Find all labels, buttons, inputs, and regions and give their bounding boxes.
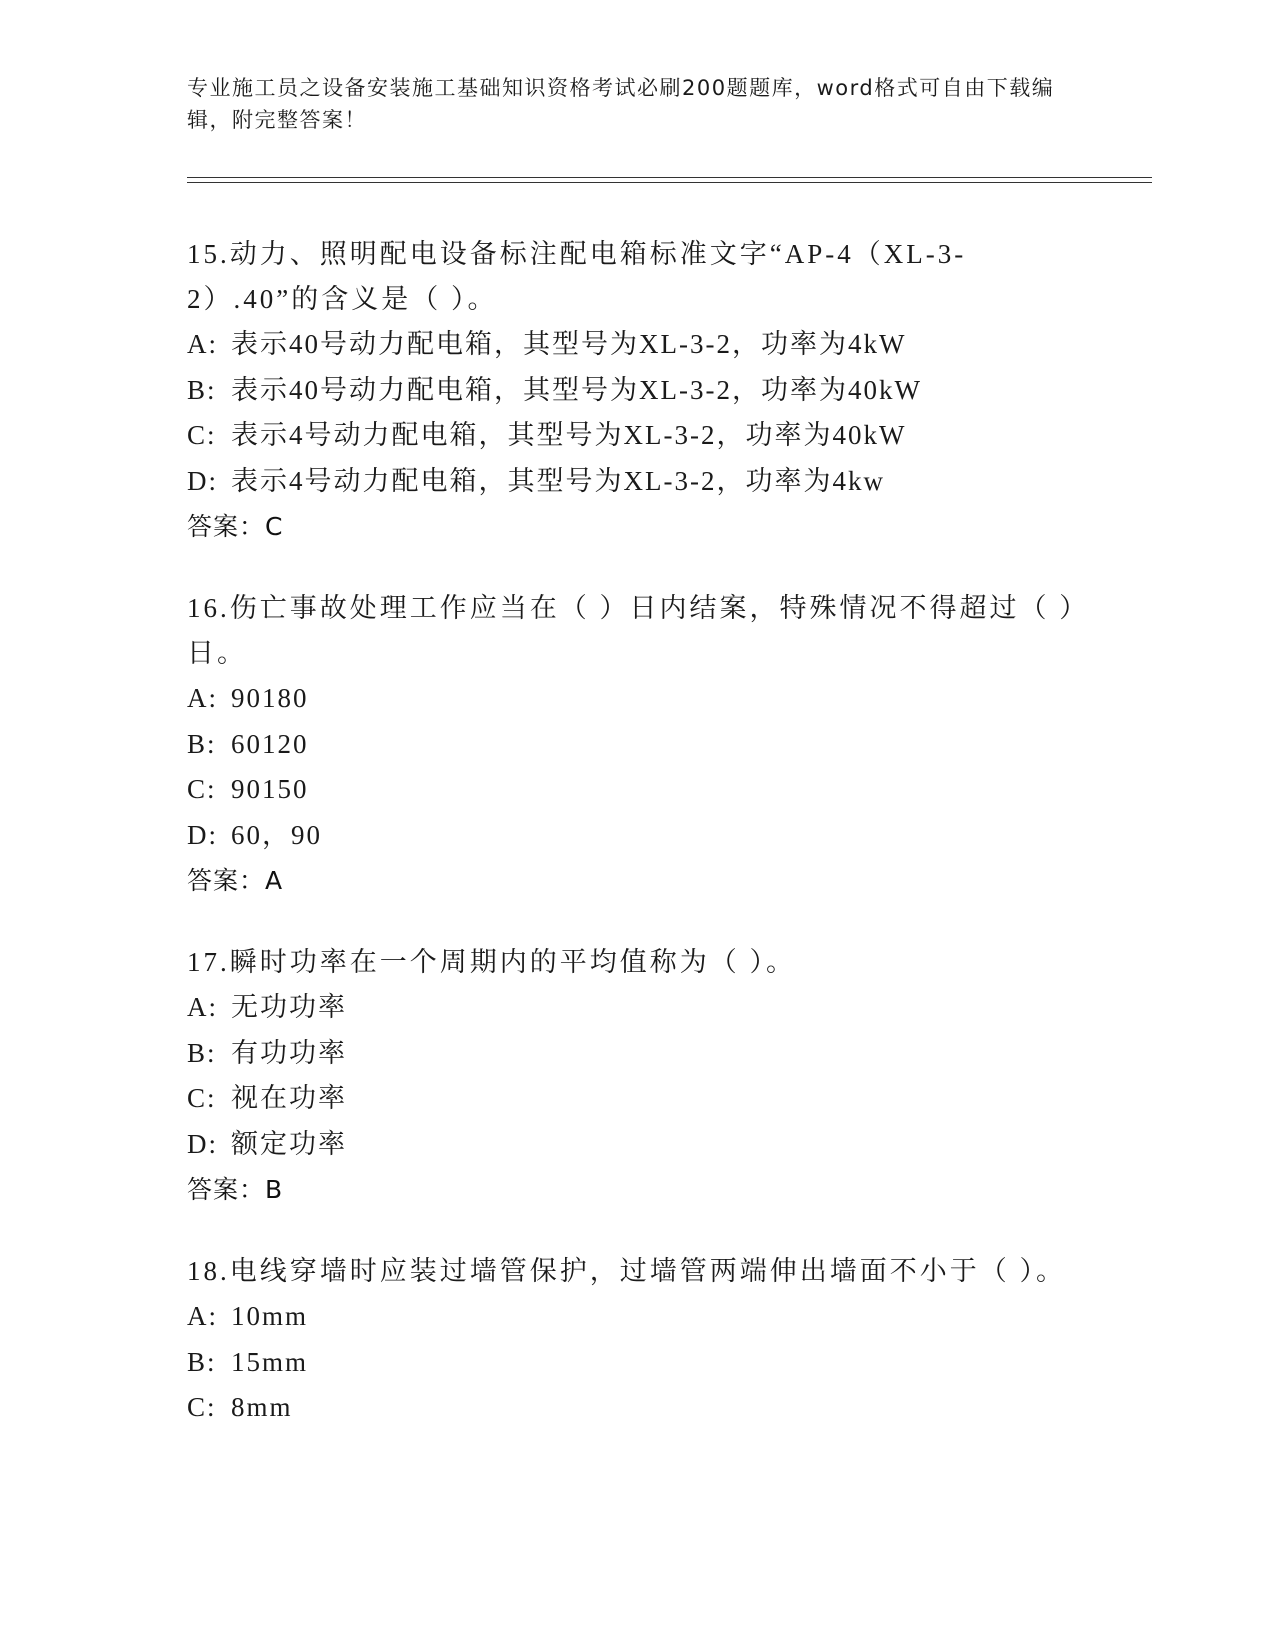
option-key: B:	[187, 728, 217, 759]
option-key: A:	[187, 992, 218, 1022]
question-16	[187, 586, 1087, 904]
answer-line: 答案：C	[187, 512, 284, 541]
option-a	[187, 1294, 1087, 1340]
question-text: 17.瞬时功率在一个周期内的平均值称为（ ）。	[187, 947, 796, 977]
option-b	[187, 1031, 1087, 1077]
question-15	[187, 232, 1087, 550]
option-key: A:	[187, 1301, 218, 1331]
option-a	[187, 676, 1087, 722]
option-key: D:	[187, 1128, 218, 1159]
option-b	[187, 1340, 1087, 1386]
question-text: 15.动力、照明配电设备标注配电箱标准文字“AP-4（XL-3-2）.40”的含义是（ ）。	[187, 239, 967, 314]
option-text: 视在功率	[231, 1083, 347, 1113]
question-18	[187, 1249, 1087, 1431]
question-text: 18.电线穿墙时应装过墙管保护，过墙管两端伸出墙面不小于（ ）。	[187, 1256, 1066, 1286]
header-rule-top	[187, 177, 1152, 178]
question-list	[187, 232, 1087, 1467]
option-c	[187, 413, 1087, 459]
option-text: 90150	[231, 774, 309, 804]
question-text: 16.伤亡事故处理工作应当在（ ）日内结案，特殊情况不得超过（ ）日。	[187, 593, 1076, 668]
answer-line: 答案：B	[187, 1175, 284, 1204]
option-c	[187, 767, 1087, 813]
option-text: 10mm	[231, 1301, 309, 1331]
option-key: D:	[187, 819, 218, 850]
question-17	[187, 940, 1087, 1213]
option-key: C:	[187, 420, 217, 450]
option-key: C:	[187, 1083, 217, 1113]
option-text: 表示40号动力配电箱，其型号为XL-3-2，功率为4kW	[231, 329, 907, 359]
option-key: B:	[187, 374, 217, 405]
option-a	[187, 985, 1087, 1031]
document-header: 专业施工员之设备安装施工基础知识资格考试必刷200题题库，word格式可自由下载编辑，附完整答案！	[187, 76, 1055, 132]
header-rule-bottom	[187, 182, 1152, 183]
option-d	[187, 813, 1087, 859]
option-text: 额定功率	[231, 1128, 347, 1159]
option-text: 无功功率	[231, 992, 347, 1022]
option-text: 有功功率	[231, 1037, 347, 1068]
option-key: C:	[187, 1392, 217, 1422]
option-text: 8mm	[231, 1392, 293, 1422]
option-c	[187, 1076, 1087, 1122]
option-text: 90180	[231, 683, 309, 713]
option-c	[187, 1385, 1087, 1431]
option-text: 表示4号动力配电箱，其型号为XL-3-2，功率为4kw	[231, 465, 885, 496]
option-text: 60，90	[231, 819, 322, 850]
option-key: C:	[187, 774, 217, 804]
option-d	[187, 459, 1087, 505]
option-key: B:	[187, 1037, 217, 1068]
option-key: B:	[187, 1346, 217, 1377]
option-key: D:	[187, 465, 218, 496]
option-key: A:	[187, 329, 218, 359]
option-a	[187, 322, 1087, 368]
option-text: 表示4号动力配电箱，其型号为XL-3-2，功率为40kW	[231, 420, 907, 450]
option-text: 15mm	[231, 1346, 309, 1377]
option-text: 表示40号动力配电箱，其型号为XL-3-2，功率为40kW	[231, 374, 922, 405]
option-d	[187, 1122, 1087, 1168]
answer-line: 答案：A	[187, 866, 284, 895]
option-key: A:	[187, 683, 218, 713]
option-b	[187, 722, 1087, 768]
option-b	[187, 368, 1087, 414]
option-text: 60120	[231, 728, 309, 759]
